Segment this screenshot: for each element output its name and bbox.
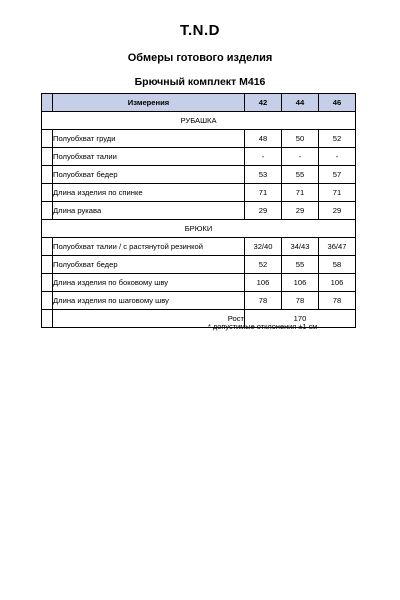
row-value: 32/40 xyxy=(245,238,282,256)
table-header-row xyxy=(42,94,356,112)
row-spacer xyxy=(42,274,53,292)
row-value: - xyxy=(245,148,282,166)
tolerance-footnote: * допустимые отклонения ±1 см xyxy=(208,322,318,331)
row-value: 55 xyxy=(282,256,319,274)
measurements-table xyxy=(41,93,356,328)
row-spacer xyxy=(42,202,53,220)
brand-logo: T.N.D xyxy=(180,22,220,39)
header-size-44: 44 xyxy=(282,94,319,112)
row-spacer xyxy=(42,238,53,256)
row-value: 78 xyxy=(245,292,282,310)
row-label: Полуобхват бедер xyxy=(53,256,245,274)
row-value: 50 xyxy=(282,130,319,148)
section-title-trousers: БРЮКИ xyxy=(42,220,356,238)
row-value: 53 xyxy=(245,166,282,184)
row-value: 106 xyxy=(282,274,319,292)
row-value: 71 xyxy=(245,184,282,202)
row-spacer xyxy=(42,256,53,274)
row-value: 78 xyxy=(319,292,356,310)
section-title-shirt: РУБАШКА xyxy=(42,112,356,130)
table-row xyxy=(42,148,356,166)
row-value: 57 xyxy=(319,166,356,184)
row-spacer xyxy=(42,310,53,328)
row-label: Длина изделия по спинке xyxy=(53,184,245,202)
row-spacer xyxy=(42,130,53,148)
table-row xyxy=(42,184,356,202)
row-value: 29 xyxy=(245,202,282,220)
row-value: 48 xyxy=(245,130,282,148)
row-label: Длина рукава xyxy=(53,202,245,220)
height-label: Рост xyxy=(53,310,245,328)
table-row xyxy=(42,130,356,148)
table-row xyxy=(42,274,356,292)
row-spacer xyxy=(42,166,53,184)
row-value: 71 xyxy=(319,184,356,202)
row-spacer xyxy=(42,148,53,166)
row-label: Длина изделия по шаговому шву xyxy=(53,292,245,310)
row-value: - xyxy=(282,148,319,166)
row-value: 71 xyxy=(282,184,319,202)
row-value: 78 xyxy=(282,292,319,310)
row-value: 55 xyxy=(282,166,319,184)
table-row xyxy=(42,238,356,256)
row-label: Полуобхват талии xyxy=(53,148,245,166)
row-value: 52 xyxy=(245,256,282,274)
row-value: 29 xyxy=(319,202,356,220)
row-value: 29 xyxy=(282,202,319,220)
table-row xyxy=(42,292,356,310)
height-value: 170 xyxy=(245,310,356,328)
section-row-shirt xyxy=(42,112,356,130)
page-subtitle: Брючный комплект М416 xyxy=(134,76,266,88)
row-value: 52 xyxy=(319,130,356,148)
row-value: 106 xyxy=(245,274,282,292)
header-corner-cell xyxy=(42,94,53,112)
row-label: Полуобхват талии / с растянутой резинкой xyxy=(53,238,245,256)
row-spacer xyxy=(42,184,53,202)
row-value: 106 xyxy=(319,274,356,292)
table-row xyxy=(42,166,356,184)
row-value: - xyxy=(319,148,356,166)
row-label: Длина изделия по боковому шву xyxy=(53,274,245,292)
header-size-46: 46 xyxy=(319,94,356,112)
header-measurements: Измерения xyxy=(53,94,245,112)
header-size-42: 42 xyxy=(245,94,282,112)
row-value: 58 xyxy=(319,256,356,274)
row-label: Полуобхват бедер xyxy=(53,166,245,184)
table-row xyxy=(42,256,356,274)
row-value: 36/47 xyxy=(319,238,356,256)
table-row xyxy=(42,202,356,220)
page-title: Обмеры готового изделия xyxy=(127,52,273,64)
row-value: 34/43 xyxy=(282,238,319,256)
section-row-trousers xyxy=(42,220,356,238)
row-label: Полуобхват груди xyxy=(53,130,245,148)
row-spacer xyxy=(42,292,53,310)
